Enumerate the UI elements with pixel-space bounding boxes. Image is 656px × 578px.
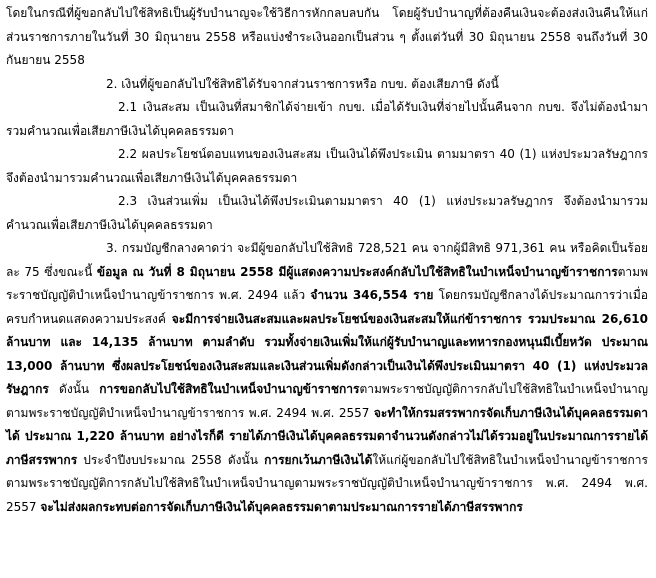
paragraph-section-2-heading: 2. เงินที่ผู้ขอกลับไปใช้สิทธิได้รับจากส่วนราชการหรือ กบข. ต้องเสียภาษี ดังนี้ [106, 76, 499, 91]
paragraph-section-2-2: 2.2 ผลประโยชน์ตอบแทนของเงินสะสม เป็นเงินได้พึงประเมิน ตามมาตรา 40 (1) แห่งประมวลรัษฎากร จึงต้องนำมารวมคำนวณเพื่อเสียภาษีเงินได้บุคคลธรรมดา [6, 147, 648, 185]
section-3-text: ให้แก่ผู้ขอกลับไปใช้สิทธิในบำเหน็จบำนาญข้าราชการตามพระราชบัญญัติการกลับไปใช้สิทธิในบำเหน็จบำนาญตามพระราชบัญญัติบำเหน็จบำนาญข้าราชการ พ.ศ. 2494 พ.ศ. 2557 [6, 452, 648, 514]
paragraph-section-3 [6, 237, 648, 519]
section-3-text: โดยกรมบัญชีกลางได้ประมาณการว่าเมื่อครบกำหนดแสดงความประสงค์ [6, 288, 649, 326]
section-3-text: ตามพระราชบัญญัติบำเหน็จบำนาญข้าราชการ พ.ศ. 2494 แล้ว [6, 264, 648, 302]
section-3-text: 3. กรมบัญชีกลางคาดว่า จะมีผู้ขอกลับไปใช้สิทธิ 728,521 คน จากผู้มีสิทธิ 971,361 คน หรือคิดเป็นร้อยละ 75 ซึ่งขณะนี้ [6, 241, 648, 279]
section-3-bold-text: จะมีการจ่ายเงินสะสมและผลประโยชน์ของเงินสะสมให้แก่ข้าราชการ รวมประมาณ 26,610 ล้านบาท และ 14,135 ล้านบาท ตามลำดับ รวมทั้งจ่ายเงินเพิ่มให้แก่ผู้รับบำนาญและทหารกองหนุนมีเบี้ยหวัด ประมาณ 13,000 ล้านบาท ซึ่งผลประโยชน์ของเงินสะสมและเงินส่วนเพิ่มดังกล่าวเป็นเงินได้พึงประเมินมาตรา 40 (1) แห่งประมวลรัษฎากร [6, 311, 648, 396]
section-3-bold-text: จะทำให้กรมสรรพากรจัดเก็บภาษีเงินได้บุคคลธรรมดาได้ ประมาณ 1,220 ล้านบาท อย่างไรก็ดี รายได้ภาษีเงินได้บุคคลธรรมดาจำนวนดังกล่าวไม่ได้รวมอยู่ในประมาณการรายได้ภาษีสรรพากร [6, 405, 648, 467]
section-3-text: ตามพระราชบัญญัติการกลับไปใช้สิทธิในบำเหน็จบำนาญตามพระราชบัญญัติบำเหน็จบำนาญข้าราชการ พ.ศ. 2494 พ.ศ. 2557 [6, 382, 648, 420]
paragraph-section-2-3: 2.3 เงินส่วนเพิ่ม เป็นเงินได้พึงประเมินตามมาตรา 40 (1) แห่งประมวลรัษฎากร จึงต้องนำมารวมคำนวณเพื่อเสียภาษีเงินได้บุคคลธรรมดา [6, 194, 648, 232]
section-3-bold-text: ข้อมูล ณ วันที่ 8 มิถุนายน 2558 มีผู้แสดงความประสงค์กลับไปใช้สิทธิในบำเหน็จบำนาญข้าราชการ [96, 264, 618, 279]
section-3-bold-text: การยกเว้นภาษีเงินได้ [264, 452, 373, 467]
paragraph-refund-method: โดยในกรณีที่ผู้ขอกลับไปใช้สิทธิเป็นผู้รับบำนาญจะใช้วิธีการหักกลบลบกัน โดยผู้รับบำนาญที่ต้องคืนเงินจะต้องส่งเงินคืนให้แก่ส่วนราชการภายในวันที่ 30 มิถุนายน 2558 หรือแบ่งชำระเงินออกเป็นส่วน ๆ ตั้งแต่วันที่ 30 มิถุนายน 2558 จนถึงวันที่ 30 กันยายน 2558 [6, 6, 648, 67]
section-3-bold-text: จำนวน 346,554 ราย [310, 288, 434, 302]
section-3-text: ดังนั้น [48, 382, 100, 396]
paragraph-section-2-1: 2.1 เงินสะสม เป็นเงินที่สมาชิกได้จ่ายเข้า กบข. เมื่อได้รับเงินที่จ่ายไปนั้นคืนจาก กบข. จึงไม่ต้องนำมารวมคำนวณเพื่อเสียภาษีเงินได้บุคคลธรรมดา [6, 100, 648, 138]
section-3-bold-text: การขอกลับไปใช้สิทธิในบำเหน็จบำนาญข้าราชการ [99, 382, 360, 396]
section-3-bold-text: จะไม่ส่งผลกระทบต่อการจัดเก็บภาษีเงินได้บุคคลธรรมดาตามประมาณการรายได้ภาษีสรรพากร [40, 499, 523, 514]
section-3-text: ประจำปีงบประมาณ 2558 ดังนั้น [77, 452, 265, 467]
